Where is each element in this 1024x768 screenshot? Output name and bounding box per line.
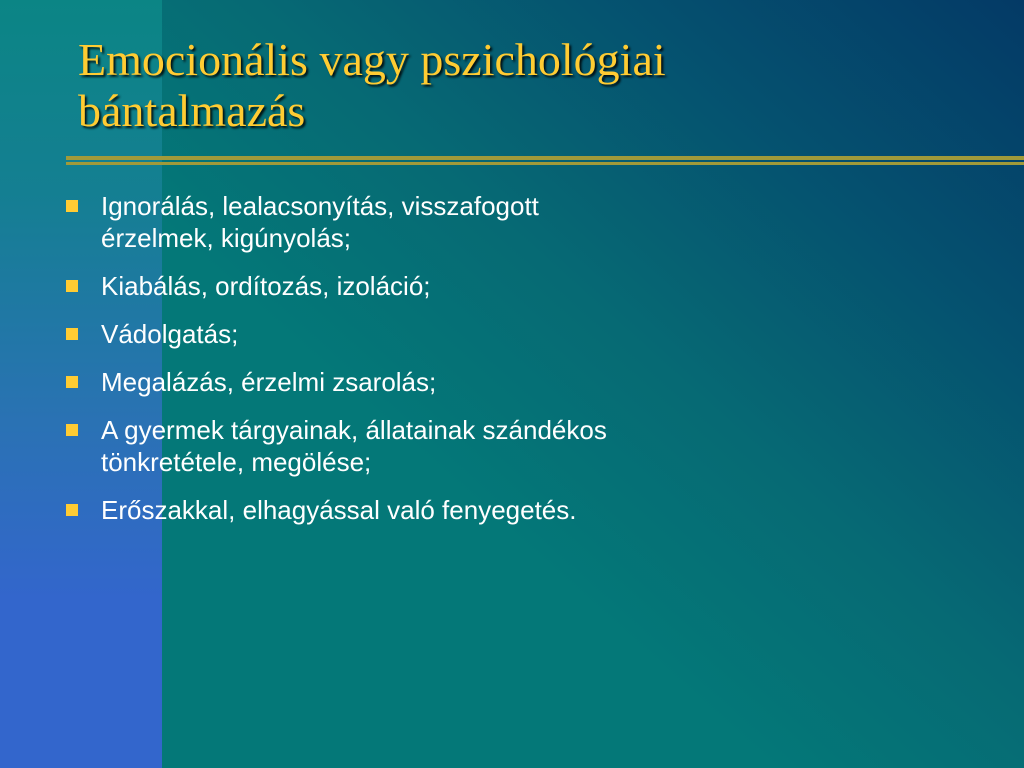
bullet-item-kiabalas xyxy=(66,270,826,302)
bullet-item-megalazas xyxy=(66,366,826,398)
bullet-text-line: Vádolgatás; xyxy=(101,319,239,349)
bullet-text-line: Erőszakkal, elhagyással való fenyegetés. xyxy=(101,495,577,525)
bullet-text-line: A gyermek tárgyainak, állatainak szándékos xyxy=(101,415,607,445)
slide-title-line-1: Emocionális vagy pszichológiai xyxy=(78,34,666,85)
bullet-text-line: tönkretétele, megölése; xyxy=(101,447,372,477)
bullet-text-line: Kiabálás, ordítozás, izoláció; xyxy=(101,271,431,301)
square-bullet-icon xyxy=(66,504,78,516)
title-divider-stripe-bottom xyxy=(66,162,1024,165)
bullet-list xyxy=(66,190,826,542)
square-bullet-icon xyxy=(66,376,78,388)
bullet-text-line: Ignorálás, lealacsonyítás, visszafogott xyxy=(101,191,539,221)
square-bullet-icon xyxy=(66,280,78,292)
bullet-item-targyak xyxy=(66,414,826,478)
bullet-text-line: érzelmek, kigúnyolás; xyxy=(101,223,351,253)
square-bullet-icon xyxy=(66,200,78,212)
square-bullet-icon xyxy=(66,424,78,436)
slide-title xyxy=(78,34,978,136)
square-bullet-icon xyxy=(66,328,78,340)
bullet-item-vadolgatas xyxy=(66,318,826,350)
bullet-item-fenyegetes xyxy=(66,494,826,526)
title-divider-stripe-top xyxy=(66,156,1024,160)
bullet-text-line: Megalázás, érzelmi zsarolás; xyxy=(101,367,437,397)
title-divider xyxy=(66,156,1024,165)
slide-title-line-2: bántalmazás xyxy=(78,85,306,136)
bullet-item-ignoralas xyxy=(66,190,826,254)
